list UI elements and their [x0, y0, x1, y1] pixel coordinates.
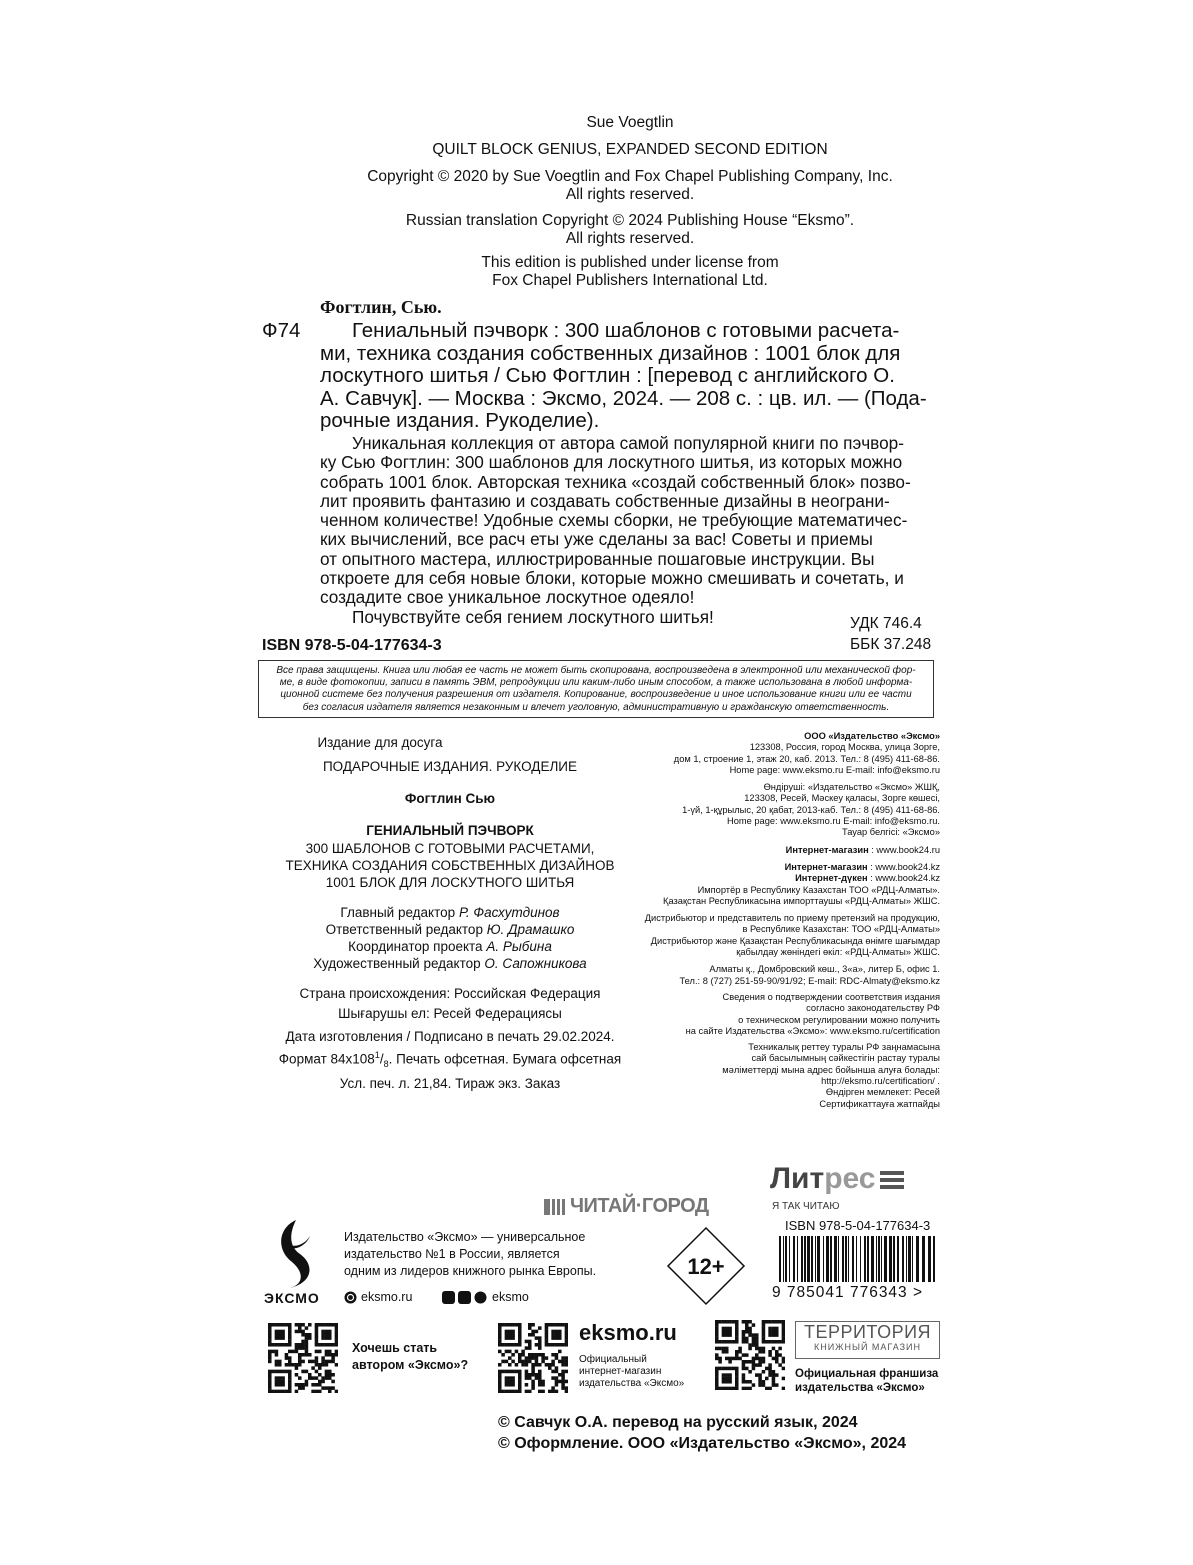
original-title: QUILT BLOCK GENIUS, EXPANDED SECOND EDITION [432, 141, 828, 158]
chitai-gorod-icon [544, 1197, 570, 1217]
litres-menu-icon [880, 1169, 904, 1189]
bib-line-1: Гениальный пэчворк : 300 шаблонов с готовыми расчета- [352, 319, 900, 342]
eksmo-blurb: Издательство «Эксмо» — универсальное издательство №1 в России, является одним из лидеров книжного рынка Европы. [344, 1230, 597, 1278]
globe-icon [344, 1291, 357, 1304]
imprint-subtitle: 300 ШАБЛОНОВ С ГОТОВЫМИ РАСЧЕТАМИ, ТЕХНИКА СОЗДАНИЯ СОБСТВЕННЫХ ДИЗАЙНОВ 1001 БЛОК ДЛЯ ЛОСКУТНОГО ШИТЬЯ [285, 841, 615, 890]
imprint-title: ГЕНИАЛЬНЫЙ ПЭЧВОРК [366, 823, 534, 838]
bib-line-4: А. Савчук]. — Москва : Эксмо, 2024. — 208 с. : цв. ил. — (Пода- [320, 386, 927, 410]
shop-site: eksmo.ru [579, 1320, 677, 1345]
staff-line: Ответственный редактор Ю. Драмашко [325, 922, 575, 937]
eksmo-social: eksmo [442, 1289, 529, 1306]
bbk: ББК 37.248 [850, 636, 932, 653]
qr-code-author [268, 1323, 338, 1393]
eksmo-logo-text: ЭКСМО [264, 1290, 320, 1306]
staff-line: Главный редактор Р. Фасхутдинов [340, 905, 560, 920]
bib-line-3: лоскутного шитья / Сью Фогтлин : [перевод с английского О. [320, 364, 895, 387]
imprint-author: Фогтлин Сью [404, 791, 496, 806]
edition-purpose: Издание для досуга [317, 735, 443, 750]
annotation-line: Уникальная коллекция от автора самой популярной книги по пэчвор- [352, 433, 904, 453]
litres-tagline: Я ТАК ЧИТАЮ [772, 1201, 840, 1212]
license-notice: This edition is published under license from Fox Chapel Publishers International Ltd. [481, 254, 779, 289]
vk-icon [442, 1291, 455, 1304]
annotation-line: ченном количестве! Удобные схемы сборки, не требующие математичес- [320, 510, 908, 531]
barcode-isbn: ISBN 978-5-04-177634-3 [785, 1218, 931, 1233]
annotation-line: от опытного мастера, иллюстрированные пошаговые инструкции. Вы [320, 548, 875, 569]
staff-list [260, 904, 640, 972]
age-rating: 12+ [687, 1254, 725, 1279]
annotation-line: собрать 1001 блок. Авторская техника «создай собственный блок» позво- [320, 471, 911, 492]
ok-icon [458, 1291, 471, 1304]
qr-code-shop [498, 1323, 568, 1393]
isbn: ISBN 978-5-04-177634-3 [262, 637, 442, 654]
bib-line-2: ми, техника создания собственных дизайнов : 1001 блок для [320, 341, 901, 365]
annotation-line: лит проявить фантазию и создавать собственные дизайны в неограни- [320, 490, 890, 511]
chitai-gorod-logo: ЧИТАЙ·ГОРОД [544, 1195, 709, 1218]
annotation [320, 434, 942, 627]
bib-author-heading: Фогтлин, Сью. [320, 297, 442, 317]
annotation-line: ких вычислений, все расч еты уже сделаны за вас! Советы и приемы [320, 529, 873, 550]
bib-line-5: рочные издания. Рукоделие). [320, 409, 600, 432]
eksmo-logo-icon [270, 1216, 322, 1288]
original-author: Sue Voegtlin [586, 114, 674, 131]
qr-code-territory [715, 1320, 785, 1390]
shop-caption: Официальный интернет-магазин издательства «Эксмо» [579, 1354, 685, 1389]
final-copyright: © Савчук О.А. перевод на русский язык, 2024 © Оформление. ООО «Издательство «Эксмо», 2024 [498, 1414, 907, 1452]
author-call: Хочешь стать автором «Эксмо»? [352, 1341, 469, 1372]
litres-logo: Лит рес [770, 1162, 904, 1196]
annotation-line: ку Сью Фогтлин: 300 шаблонов для лоскутного шитья, из которых можно [320, 452, 903, 473]
bib-code: Ф74 [262, 319, 301, 342]
udk: УДК 746.4 [850, 615, 922, 632]
translation-copyright: Russian translation Copyright © 2024 Publishing House “Eksmo”. All rights reserved. [405, 212, 855, 247]
print-details: Дата изготовления / Подписано в печать 29.02.2024. Формат $84х108^1/_8$. Печать офсетная. Бумага офсетная Усл. печ. л. 21,84. Тираж экз. Заказ [278, 1029, 622, 1092]
annotation-closing: Почувствуйте себя гением лоскутного шитья! [352, 606, 714, 627]
country-of-origin: Страна происхождения: Российская Федерация Шығарушы ел: Ресей Федерациясы [299, 986, 601, 1021]
annotation-line: создадите свое уникальное лоскутное одеяло! [320, 587, 695, 608]
franchise-caption: Официальная франшиза издательства «Эксмо» [795, 1368, 939, 1394]
annotation-line: откроете для себя новые блоки, которые можно смешивать и сочетать, и [320, 568, 904, 589]
eksmo-site: eksmo.ru [344, 1289, 412, 1306]
series: ПОДАРОЧНЫЕ ИЗДАНИЯ. РУКОДЕЛИЕ [322, 759, 578, 774]
telegram-icon [474, 1291, 487, 1304]
territory-logo: ТЕРРИТОРИЯ КНИЖНЫЙ МАГАЗИН [795, 1321, 940, 1359]
staff-line: Художественный редактор О. Сапожникова [313, 956, 587, 971]
staff-line: Координатор проекта А. Рыбина [348, 939, 552, 954]
rights-notice: Все права защищены. Книга или любая ее часть не может быть скопирована, воспроизведена в электронной или механической фор- ме, в виде фотокопии, записи в память ЭВМ, репродукции или каким-либо иным способом, а также использована в любой информа- ционной системе без получения разрешения от издателя. Копирование, воспроизведение и иное использование книги или ее части без согласия издателя является незаконным и влечет уголовную, административную и гражданскую ответственность. [258, 660, 934, 718]
original-copyright: Copyright © 2020 by Sue Voegtlin and Fox Chapel Publishing Company, Inc. All rights reserved. [367, 168, 893, 203]
barcode-digits: 9 785041 776343 > [772, 1284, 924, 1301]
publisher-info: ООО «Издательство «Эксмо» 123308, Россия, город Москва, улица Зорге, дом 1, строение 1, этаж 20, каб. 2013. Тел.: 8 (495) 411-68-86. Home page: www.eksmo.ru E-mail: info@eksmo.ru Өндіруші: «Издательство «Эксмо» ЖШҚ, 123308, Ресей, Мәскеу қаласы, Зорге көшесі, 1-үй, 1-құрылыс, 20 қабат, 2013-каб. Тел.: 8 (495) 411-68-86. Home page: www.eksmo.ru E-mail: info@eksmo.ru. Тауар белгісі: «Эксмо» Интернет-магазин : www.book24.ru Интернет-магазин : www.book24.kz Интернет-дүкен : www.book24.kz Импортёр в Республику Казахстан ТОО «РДЦ-Алматы». Қазақстан Республикасына импорттаушы «РДЦ-Алматы» ЖШС. Дистрибьютор и представитель по приему претензий на продукцию, в Республике Казахстан: ТОО «РДЦ-Алматы» Дистрибьютор және Қазақстан Республикасында өнімге шағымдар қабылдау жөніндегі өкіл: «РДЦ-Алматы» ЖШС. Алматы қ., Домбровский көш., 3«а», литер Б, офис 1. Тел.: 8 (727) 251-59-90/91/92; E-mail: RDC-Almaty@eksmo.kz Сведения о подтверждении соответствия издания согласно законодательству РФ о техническом регулировании можно получить на сайте Издательства «Эксмо»: www.eksmo.ru/certification Техникалық реттеу туралы РФ заңнамасына сай басылымның сәйкестігін растау туралы мәліметтерді мына адрес бойынша алуға болады: http://eksmo.ru/certification/ . Өндірген мемлекет: Ресей Сертификаттауға жатпайды [644, 731, 940, 1109]
